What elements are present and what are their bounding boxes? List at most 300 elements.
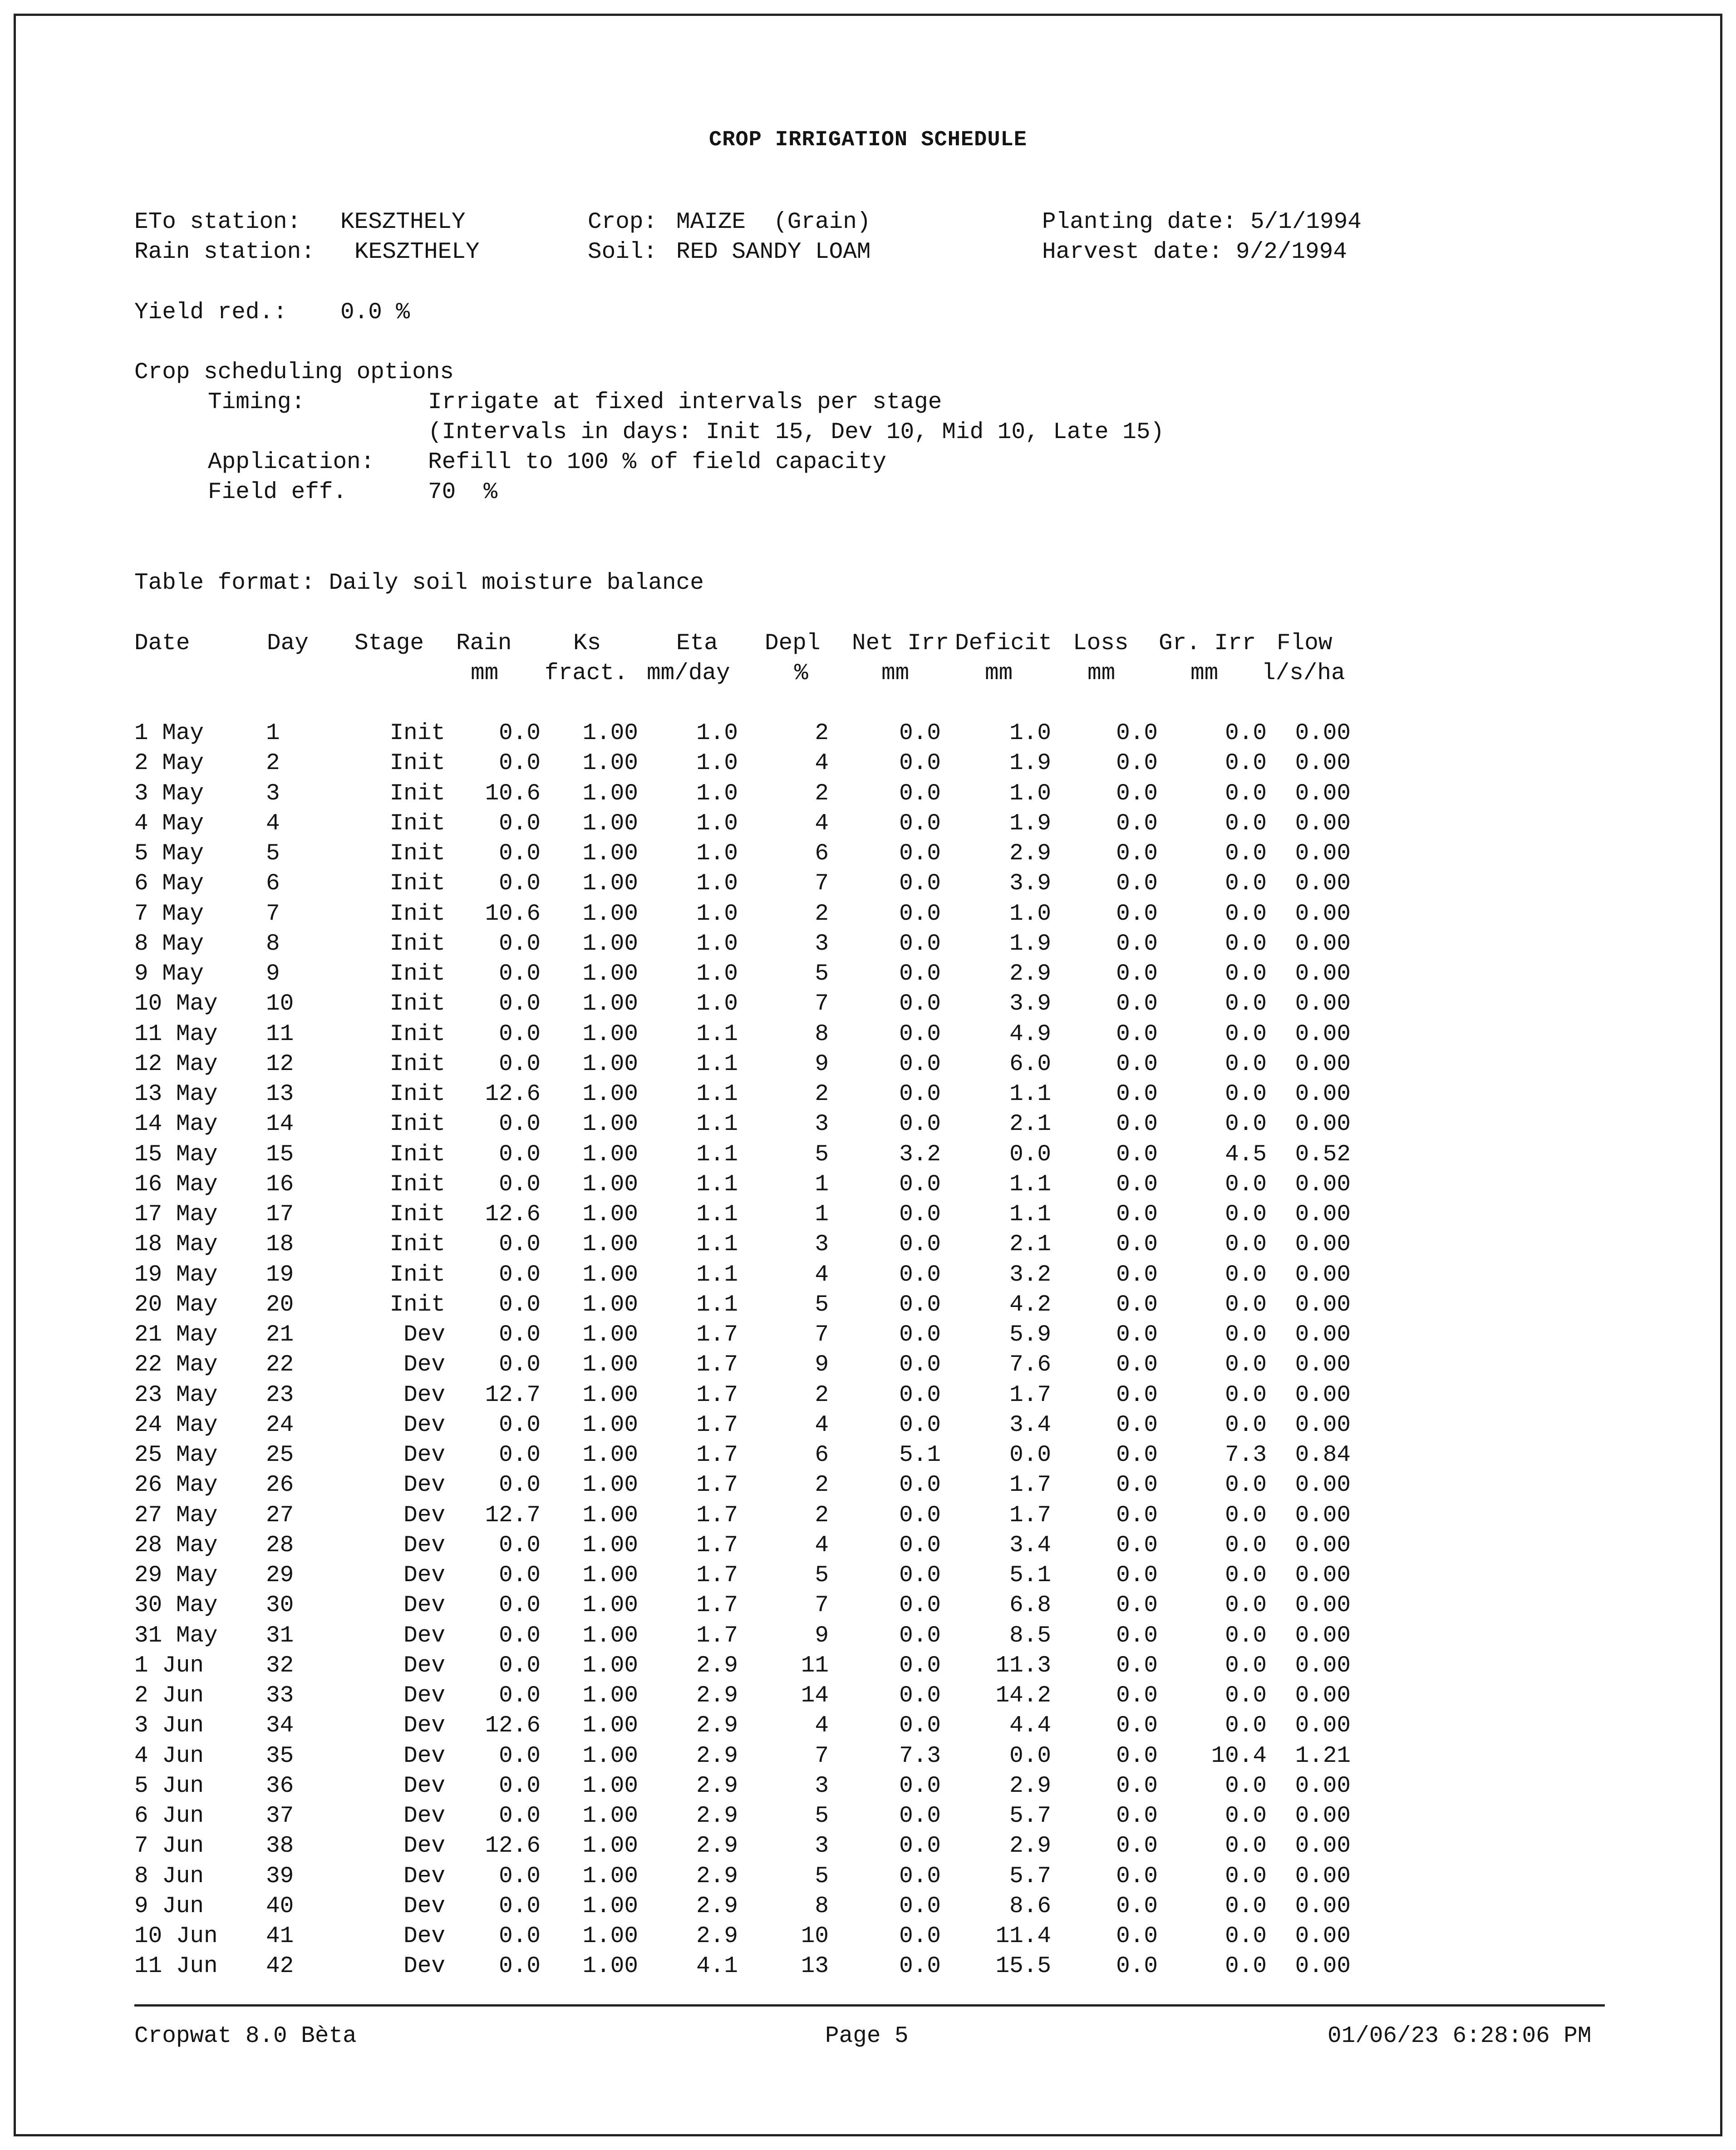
cell-rain: 0.0 bbox=[499, 1472, 541, 1499]
cell-date: 20 May bbox=[134, 1292, 218, 1318]
cell-date: 9 Jun bbox=[134, 1893, 204, 1919]
cell-net-irr: 0.0 bbox=[899, 1111, 941, 1138]
cell-net-irr: 0.0 bbox=[899, 1262, 941, 1288]
cell-ks: 1.00 bbox=[582, 1803, 638, 1829]
cell-ks: 1.00 bbox=[582, 1532, 638, 1558]
cell-net-irr: 0.0 bbox=[899, 1171, 941, 1198]
cell-ks: 1.00 bbox=[582, 1051, 638, 1077]
cell-date: 15 May bbox=[134, 1141, 218, 1168]
table-row bbox=[134, 1110, 1376, 1139]
cell-stage: Init bbox=[389, 1232, 445, 1258]
cell-gr-irr: 0.0 bbox=[1225, 1532, 1267, 1558]
cell-rain: 0.0 bbox=[499, 1111, 541, 1138]
cell-flow: 0.00 bbox=[1295, 841, 1351, 867]
cell-stage: Dev bbox=[403, 1472, 445, 1499]
cell-depl: 2 bbox=[815, 901, 829, 927]
cell-eta: 2.9 bbox=[696, 1803, 738, 1829]
cell-rain: 12.6 bbox=[485, 1713, 541, 1739]
eto-station-value: KESZTHELY bbox=[340, 209, 466, 235]
cell-loss: 0.0 bbox=[1116, 810, 1158, 837]
table-row bbox=[134, 719, 1376, 749]
cell-stage: Init bbox=[389, 750, 445, 777]
cell-ks: 1.00 bbox=[582, 1442, 638, 1469]
table-row bbox=[134, 1470, 1376, 1500]
cell-flow: 0.00 bbox=[1295, 1652, 1351, 1679]
cell-gr-irr: 0.0 bbox=[1225, 1171, 1267, 1198]
col-net-irr: Net Irr bbox=[852, 631, 949, 656]
cell-net-irr: 0.0 bbox=[899, 931, 941, 957]
cell-rain: 0.0 bbox=[499, 1171, 541, 1198]
cell-gr-irr: 0.0 bbox=[1225, 780, 1267, 807]
cell-flow: 0.00 bbox=[1295, 1893, 1351, 1919]
cell-gr-irr: 0.0 bbox=[1225, 991, 1267, 1017]
cell-eta: 1.1 bbox=[696, 1262, 738, 1288]
cell-deficit: 1.1 bbox=[1009, 1081, 1051, 1108]
cell-gr-irr: 0.0 bbox=[1225, 1953, 1267, 1980]
cell-eta: 2.9 bbox=[696, 1652, 738, 1679]
cell-eta: 1.1 bbox=[696, 1021, 738, 1047]
cell-deficit: 1.0 bbox=[1009, 780, 1051, 807]
cell-flow: 1.21 bbox=[1295, 1743, 1351, 1769]
cell-stage: Init bbox=[389, 720, 445, 747]
cell-gr-irr: 0.0 bbox=[1225, 901, 1267, 927]
cell-ks: 1.00 bbox=[582, 1232, 638, 1258]
cell-day: 38 bbox=[266, 1833, 294, 1859]
cell-date: 25 May bbox=[134, 1442, 218, 1469]
field-eff-label: Field eff. bbox=[208, 479, 347, 505]
cell-eta: 1.7 bbox=[696, 1442, 738, 1469]
cell-loss: 0.0 bbox=[1116, 1021, 1158, 1047]
cell-deficit: 6.0 bbox=[1009, 1051, 1051, 1077]
table-row bbox=[134, 1350, 1376, 1380]
cell-deficit: 5.1 bbox=[1009, 1563, 1051, 1589]
cell-rain: 0.0 bbox=[499, 750, 541, 777]
cell-eta: 1.7 bbox=[696, 1532, 738, 1558]
cell-day: 42 bbox=[266, 1953, 294, 1980]
cell-deficit: 1.0 bbox=[1009, 901, 1051, 927]
cell-depl: 4 bbox=[815, 1412, 829, 1438]
cell-flow: 0.00 bbox=[1295, 1803, 1351, 1829]
cell-day: 34 bbox=[266, 1713, 294, 1739]
cell-depl: 6 bbox=[815, 841, 829, 867]
cell-eta: 1.1 bbox=[696, 1051, 738, 1077]
cell-date: 6 Jun bbox=[134, 1803, 204, 1829]
cell-rain: 12.6 bbox=[485, 1202, 541, 1228]
cell-ks: 1.00 bbox=[582, 1683, 638, 1709]
cell-ks: 1.00 bbox=[582, 931, 638, 957]
cell-ks: 1.00 bbox=[582, 1652, 638, 1679]
cell-stage: Dev bbox=[403, 1352, 445, 1378]
cell-ks: 1.00 bbox=[582, 1863, 638, 1889]
cell-depl: 7 bbox=[815, 991, 829, 1017]
table-row bbox=[134, 1741, 1376, 1771]
cell-date: 10 Jun bbox=[134, 1923, 218, 1950]
cell-rain: 0.0 bbox=[499, 1141, 541, 1168]
cell-eta: 1.7 bbox=[696, 1593, 738, 1619]
cell-net-irr: 0.0 bbox=[899, 1202, 941, 1228]
cell-loss: 0.0 bbox=[1116, 1292, 1158, 1318]
cell-flow: 0.00 bbox=[1295, 1502, 1351, 1529]
cell-ks: 1.00 bbox=[582, 1412, 638, 1438]
cell-rain: 0.0 bbox=[499, 991, 541, 1017]
cell-flow: 0.00 bbox=[1295, 1232, 1351, 1258]
table-row bbox=[134, 1260, 1376, 1290]
cell-loss: 0.0 bbox=[1116, 1502, 1158, 1529]
col-stage: Stage bbox=[354, 631, 424, 656]
cell-depl: 4 bbox=[815, 1713, 829, 1739]
cell-net-irr: 0.0 bbox=[899, 1021, 941, 1047]
cell-rain: 10.6 bbox=[485, 780, 541, 807]
cell-day: 10 bbox=[266, 991, 294, 1017]
cell-flow: 0.00 bbox=[1295, 1292, 1351, 1318]
cell-day: 4 bbox=[266, 810, 280, 837]
cell-gr-irr: 0.0 bbox=[1225, 871, 1267, 897]
cell-stage: Init bbox=[389, 841, 445, 867]
cell-rain: 0.0 bbox=[499, 1803, 541, 1829]
cell-deficit: 1.9 bbox=[1009, 810, 1051, 837]
cell-flow: 0.00 bbox=[1295, 1683, 1351, 1709]
cell-loss: 0.0 bbox=[1116, 1803, 1158, 1829]
cell-net-irr: 0.0 bbox=[899, 780, 941, 807]
cell-stage: Dev bbox=[403, 1652, 445, 1679]
unit-depl: % bbox=[794, 661, 808, 686]
cell-date: 7 Jun bbox=[134, 1833, 204, 1859]
cell-day: 2 bbox=[266, 750, 280, 777]
cell-stage: Dev bbox=[403, 1683, 445, 1709]
table-row bbox=[134, 959, 1376, 989]
cell-gr-irr: 4.5 bbox=[1225, 1141, 1267, 1168]
cell-stage: Dev bbox=[403, 1382, 445, 1408]
cell-flow: 0.00 bbox=[1295, 1833, 1351, 1859]
unit-gr-irr: mm bbox=[1190, 661, 1219, 686]
cell-depl: 10 bbox=[801, 1923, 829, 1950]
yield-reduction-value: 0.0 % bbox=[340, 300, 410, 325]
cell-depl: 11 bbox=[801, 1652, 829, 1679]
cell-ks: 1.00 bbox=[582, 871, 638, 897]
eto-station-label: ETo station: bbox=[134, 209, 301, 235]
cell-gr-irr: 0.0 bbox=[1225, 1863, 1267, 1889]
cell-day: 1 bbox=[266, 720, 280, 747]
cell-loss: 0.0 bbox=[1116, 1442, 1158, 1469]
cell-flow: 0.00 bbox=[1295, 871, 1351, 897]
cell-day: 14 bbox=[266, 1111, 294, 1138]
cell-ks: 1.00 bbox=[582, 1352, 638, 1378]
cell-depl: 3 bbox=[815, 1111, 829, 1138]
unit-eta: mm/day bbox=[647, 661, 730, 686]
cell-day: 28 bbox=[266, 1532, 294, 1558]
cell-net-irr: 0.0 bbox=[899, 750, 941, 777]
table-format: Table format: Daily soil moisture balance bbox=[134, 570, 704, 596]
cell-loss: 0.0 bbox=[1116, 1111, 1158, 1138]
cell-gr-irr: 0.0 bbox=[1225, 1652, 1267, 1679]
col-rain: Rain bbox=[456, 631, 512, 656]
cell-net-irr: 0.0 bbox=[899, 1292, 941, 1318]
cell-day: 33 bbox=[266, 1683, 294, 1709]
cell-depl: 5 bbox=[815, 1141, 829, 1168]
cell-loss: 0.0 bbox=[1116, 1322, 1158, 1348]
harvest-date-value: 9/2/1994 bbox=[1236, 239, 1347, 265]
table-row bbox=[134, 1561, 1376, 1591]
col-eta: Eta bbox=[676, 631, 718, 656]
cell-depl: 2 bbox=[815, 1502, 829, 1529]
cell-ks: 1.00 bbox=[582, 810, 638, 837]
cell-deficit: 2.9 bbox=[1009, 841, 1051, 867]
cell-gr-irr: 0.0 bbox=[1225, 1833, 1267, 1859]
cell-rain: 0.0 bbox=[499, 1232, 541, 1258]
cell-stage: Dev bbox=[403, 1713, 445, 1739]
cell-deficit: 8.6 bbox=[1009, 1893, 1051, 1919]
cell-day: 26 bbox=[266, 1472, 294, 1499]
cell-depl: 5 bbox=[815, 1863, 829, 1889]
col-depl: Depl bbox=[765, 631, 821, 656]
cell-net-irr: 0.0 bbox=[899, 1352, 941, 1378]
cell-stage: Init bbox=[389, 901, 445, 927]
cell-eta: 2.9 bbox=[696, 1743, 738, 1769]
cell-eta: 1.0 bbox=[696, 991, 738, 1017]
cell-eta: 1.0 bbox=[696, 780, 738, 807]
table-row bbox=[134, 1410, 1376, 1440]
cell-date: 2 May bbox=[134, 750, 204, 777]
cell-day: 19 bbox=[266, 1262, 294, 1288]
table-row bbox=[134, 1230, 1376, 1260]
cell-flow: 0.00 bbox=[1295, 901, 1351, 927]
table-row bbox=[134, 1501, 1376, 1531]
cell-loss: 0.0 bbox=[1116, 1412, 1158, 1438]
cell-day: 41 bbox=[266, 1923, 294, 1950]
cell-loss: 0.0 bbox=[1116, 1051, 1158, 1077]
cell-ks: 1.00 bbox=[582, 1292, 638, 1318]
cell-depl: 7 bbox=[815, 871, 829, 897]
table-row bbox=[134, 929, 1376, 959]
cell-gr-irr: 0.0 bbox=[1225, 1593, 1267, 1619]
cell-ks: 1.00 bbox=[582, 1472, 638, 1499]
cell-day: 5 bbox=[266, 841, 280, 867]
cell-gr-irr: 0.0 bbox=[1225, 1683, 1267, 1709]
cell-rain: 0.0 bbox=[499, 961, 541, 987]
cell-net-irr: 0.0 bbox=[899, 1893, 941, 1919]
cell-rain: 0.0 bbox=[499, 1743, 541, 1769]
cell-gr-irr: 0.0 bbox=[1225, 1081, 1267, 1108]
table-row bbox=[134, 1080, 1376, 1110]
cell-flow: 0.00 bbox=[1295, 720, 1351, 747]
cell-gr-irr: 0.0 bbox=[1225, 1021, 1267, 1047]
cell-flow: 0.00 bbox=[1295, 750, 1351, 777]
cell-flow: 0.00 bbox=[1295, 1021, 1351, 1047]
col-flow: Flow bbox=[1277, 631, 1333, 656]
col-deficit: Deficit bbox=[955, 631, 1052, 656]
cell-deficit: 4.9 bbox=[1009, 1021, 1051, 1047]
cell-deficit: 3.4 bbox=[1009, 1532, 1051, 1558]
cell-date: 19 May bbox=[134, 1262, 218, 1288]
cell-rain: 0.0 bbox=[499, 810, 541, 837]
cell-net-irr: 0.0 bbox=[899, 1412, 941, 1438]
table-row bbox=[134, 839, 1376, 869]
cell-net-irr: 0.0 bbox=[899, 991, 941, 1017]
cell-ks: 1.00 bbox=[582, 1382, 638, 1408]
cell-eta: 1.1 bbox=[696, 1171, 738, 1198]
cell-rain: 12.7 bbox=[485, 1502, 541, 1529]
cell-stage: Dev bbox=[403, 1773, 445, 1799]
cell-loss: 0.0 bbox=[1116, 1863, 1158, 1889]
cell-rain: 0.0 bbox=[499, 720, 541, 747]
table-row bbox=[134, 1952, 1376, 1982]
table-row bbox=[134, 869, 1376, 899]
cell-deficit: 1.0 bbox=[1009, 720, 1051, 747]
cell-loss: 0.0 bbox=[1116, 1472, 1158, 1499]
cell-depl: 7 bbox=[815, 1593, 829, 1619]
cell-gr-irr: 10.4 bbox=[1211, 1743, 1267, 1769]
cell-flow: 0.00 bbox=[1295, 1713, 1351, 1739]
cell-net-irr: 7.3 bbox=[899, 1743, 941, 1769]
cell-gr-irr: 0.0 bbox=[1225, 1111, 1267, 1138]
cell-eta: 1.7 bbox=[696, 1472, 738, 1499]
cell-date: 10 May bbox=[134, 991, 218, 1017]
cell-day: 39 bbox=[266, 1863, 294, 1889]
cell-loss: 0.0 bbox=[1116, 1622, 1158, 1649]
cell-rain: 10.6 bbox=[485, 901, 541, 927]
cell-ks: 1.00 bbox=[582, 1502, 638, 1529]
cell-eta: 1.1 bbox=[696, 1141, 738, 1168]
cell-gr-irr: 0.0 bbox=[1225, 1472, 1267, 1499]
cell-rain: 0.0 bbox=[499, 1051, 541, 1077]
field-eff-value: 70 % bbox=[428, 479, 498, 505]
cell-rain: 0.0 bbox=[499, 1593, 541, 1619]
table-row bbox=[134, 1711, 1376, 1741]
cell-stage: Init bbox=[389, 931, 445, 957]
cell-rain: 0.0 bbox=[499, 1863, 541, 1889]
cell-flow: 0.00 bbox=[1295, 1352, 1351, 1378]
timing-label: Timing: bbox=[208, 390, 305, 415]
table-row bbox=[134, 1290, 1376, 1320]
table-row bbox=[134, 1531, 1376, 1561]
cell-depl: 5 bbox=[815, 961, 829, 987]
cell-rain: 0.0 bbox=[499, 1622, 541, 1649]
cell-depl: 4 bbox=[815, 1532, 829, 1558]
table-row bbox=[134, 749, 1376, 779]
cell-day: 11 bbox=[266, 1021, 294, 1047]
cell-stage: Init bbox=[389, 1111, 445, 1138]
cell-loss: 0.0 bbox=[1116, 1081, 1158, 1108]
cell-depl: 2 bbox=[815, 1081, 829, 1108]
cell-day: 27 bbox=[266, 1502, 294, 1529]
cell-rain: 0.0 bbox=[499, 1442, 541, 1469]
cell-rain: 0.0 bbox=[499, 1953, 541, 1980]
cell-rain: 0.0 bbox=[499, 1021, 541, 1047]
cell-net-irr: 0.0 bbox=[899, 1051, 941, 1077]
cell-deficit: 6.8 bbox=[1009, 1593, 1051, 1619]
cell-rain: 0.0 bbox=[499, 1923, 541, 1950]
cell-flow: 0.00 bbox=[1295, 1622, 1351, 1649]
cell-date: 7 May bbox=[134, 901, 204, 927]
cell-stage: Dev bbox=[403, 1502, 445, 1529]
soil-value: RED SANDY LOAM bbox=[676, 239, 871, 265]
cell-ks: 1.00 bbox=[582, 1081, 638, 1108]
cell-date: 5 May bbox=[134, 841, 204, 867]
cell-net-irr: 0.0 bbox=[899, 1472, 941, 1499]
cell-deficit: 2.1 bbox=[1009, 1232, 1051, 1258]
cell-loss: 0.0 bbox=[1116, 1683, 1158, 1709]
cell-eta: 1.0 bbox=[696, 720, 738, 747]
cell-flow: 0.00 bbox=[1295, 931, 1351, 957]
unit-deficit: mm bbox=[985, 661, 1013, 686]
cell-loss: 0.0 bbox=[1116, 1713, 1158, 1739]
cell-rain: 0.0 bbox=[499, 841, 541, 867]
cell-net-irr: 0.0 bbox=[899, 1532, 941, 1558]
cell-day: 30 bbox=[266, 1593, 294, 1619]
cell-stage: Dev bbox=[403, 1863, 445, 1889]
cell-depl: 2 bbox=[815, 1382, 829, 1408]
cell-ks: 1.00 bbox=[582, 1111, 638, 1138]
cell-gr-irr: 0.0 bbox=[1225, 1773, 1267, 1799]
cell-ks: 1.00 bbox=[582, 1743, 638, 1769]
footer-software: Cropwat 8.0 Bèta bbox=[134, 2023, 357, 2049]
cell-ks: 1.00 bbox=[582, 1593, 638, 1619]
table-row bbox=[134, 1651, 1376, 1681]
cell-ks: 1.00 bbox=[582, 750, 638, 777]
cell-stage: Dev bbox=[403, 1593, 445, 1619]
cell-flow: 0.00 bbox=[1295, 1863, 1351, 1889]
timing-value: Irrigate at fixed intervals per stage bbox=[428, 390, 942, 415]
col-loss: Loss bbox=[1073, 631, 1129, 656]
cell-day: 8 bbox=[266, 931, 280, 957]
cell-eta: 1.7 bbox=[696, 1502, 738, 1529]
cell-day: 21 bbox=[266, 1322, 294, 1348]
cell-gr-irr: 0.0 bbox=[1225, 1502, 1267, 1529]
cell-loss: 0.0 bbox=[1116, 1833, 1158, 1859]
cell-deficit: 2.9 bbox=[1009, 1833, 1051, 1859]
application-label: Application: bbox=[208, 449, 375, 475]
cell-day: 7 bbox=[266, 901, 280, 927]
cell-date: 23 May bbox=[134, 1382, 218, 1408]
cell-eta: 2.9 bbox=[696, 1683, 738, 1709]
cell-stage: Init bbox=[389, 1021, 445, 1047]
col-gr-irr: Gr. Irr bbox=[1159, 631, 1256, 656]
cell-deficit: 4.4 bbox=[1009, 1713, 1051, 1739]
cell-net-irr: 0.0 bbox=[899, 1382, 941, 1408]
cell-day: 37 bbox=[266, 1803, 294, 1829]
cell-date: 26 May bbox=[134, 1472, 218, 1499]
cell-gr-irr: 0.0 bbox=[1225, 1232, 1267, 1258]
table-row bbox=[134, 1621, 1376, 1651]
cell-loss: 0.0 bbox=[1116, 780, 1158, 807]
cell-stage: Init bbox=[389, 1141, 445, 1168]
cell-depl: 9 bbox=[815, 1622, 829, 1649]
cell-gr-irr: 0.0 bbox=[1225, 1322, 1267, 1348]
cell-eta: 1.1 bbox=[696, 1232, 738, 1258]
cell-flow: 0.00 bbox=[1295, 1382, 1351, 1408]
cell-rain: 0.0 bbox=[499, 871, 541, 897]
cell-loss: 0.0 bbox=[1116, 841, 1158, 867]
cell-flow: 0.00 bbox=[1295, 991, 1351, 1017]
cell-eta: 1.1 bbox=[696, 1111, 738, 1138]
cell-stage: Dev bbox=[403, 1833, 445, 1859]
cell-deficit: 7.6 bbox=[1009, 1352, 1051, 1378]
cell-flow: 0.00 bbox=[1295, 1322, 1351, 1348]
cell-date: 8 May bbox=[134, 931, 204, 957]
cell-flow: 0.00 bbox=[1295, 1412, 1351, 1438]
cell-ks: 1.00 bbox=[582, 901, 638, 927]
cell-deficit: 1.1 bbox=[1009, 1202, 1051, 1228]
cell-stage: Init bbox=[389, 1171, 445, 1198]
cell-flow: 0.00 bbox=[1295, 1593, 1351, 1619]
cell-net-irr: 0.0 bbox=[899, 961, 941, 987]
cell-flow: 0.00 bbox=[1295, 1923, 1351, 1950]
table-row bbox=[134, 779, 1376, 809]
cell-deficit: 0.0 bbox=[1009, 1743, 1051, 1769]
cell-eta: 4.1 bbox=[696, 1953, 738, 1980]
cell-depl: 7 bbox=[815, 1743, 829, 1769]
cell-ks: 1.00 bbox=[582, 961, 638, 987]
